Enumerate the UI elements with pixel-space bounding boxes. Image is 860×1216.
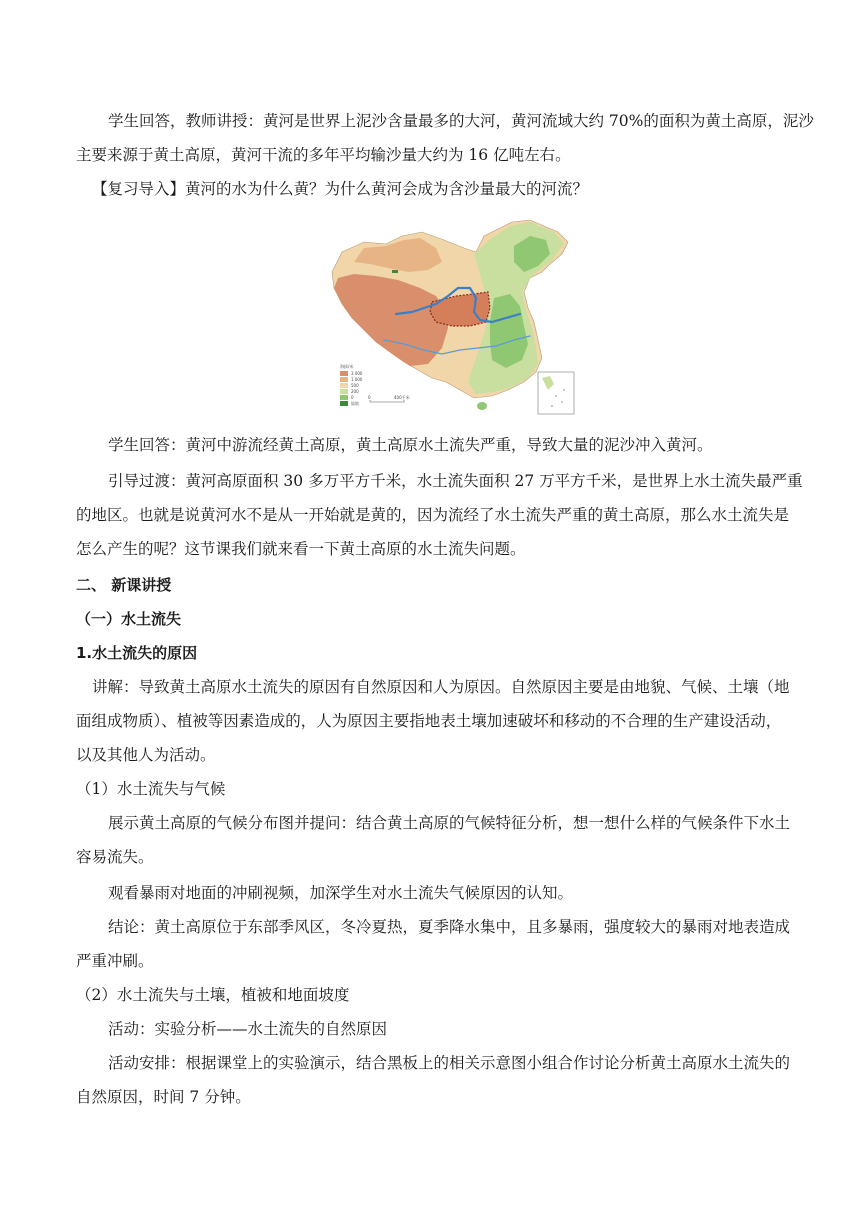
activity-arrangement-line-1: 活动安排：根据课堂上的实验演示，结合黑板上的相关示意图小组合作讨论分析黄土高原水土流失的: [108, 1054, 791, 1072]
explanation-line-3: 以及其他人为活动。: [76, 746, 216, 764]
legend-title: 海拔/米: [340, 364, 354, 369]
climate-question-line-1: 展示黄土高原的气候分布图并提问：结合黄土高原的气候特征分析，想一想什么样的气候条件下水土: [108, 814, 791, 832]
transition-line-1: 引导过渡：黄河高原面积 30 多万平方千米，水土流失面积 27 万平方千米，是世界上水土流失最严重: [108, 472, 803, 490]
conclusion-line-2: 严重冲刷。: [76, 952, 154, 970]
video-line: 观看暴雨对地面的冲刷视频，加深学生对水土流失气候原因的认知。: [108, 884, 574, 902]
review-intro: 【复习导入】黄河的水为什么黄？为什么黄河会成为含沙量最大的河流？: [92, 180, 589, 198]
student-answer: 学生回答：黄河中游流经黄土高原，黄土高原水土流失严重，导致大量的泥沙冲入黄河。: [108, 436, 713, 454]
subsection-heading-causes: 1.水土流失的原因: [76, 644, 198, 662]
legend-item-2: 500: [351, 383, 359, 388]
scale-label: 400千米: [394, 395, 410, 400]
transition-line-2: 的地区。也就是说黄河水不是从一开始就是黄的，因为流经了水土流失严重的黄土高原，那么水土流失是: [76, 506, 790, 524]
item-soil-vegetation-heading: （2）水土流失与土壤，植被和地面坡度: [76, 986, 350, 1004]
activity-arrangement-line-2: 自然原因，时间 7 分钟。: [76, 1088, 251, 1106]
paragraph-1-line-2: 主要来源于黄土高原，黄河干流的多年平均输沙量大约为 16 亿吨左右。: [76, 146, 571, 164]
subsection-heading-soil-erosion: （一）水土流失: [76, 610, 182, 628]
conclusion-line-1: 结论：黄土高原位于东部季风区，冬冷夏热，夏季降水集中，且多暴雨，强度较大的暴雨对地表造成: [108, 918, 791, 936]
lake-marker: [392, 270, 398, 273]
scale-zero: 0: [368, 395, 371, 400]
climate-question-line-2: 容易流失。: [76, 848, 154, 866]
activity-line: 活动：实验分析——水土流失的自然原因: [108, 1020, 388, 1038]
explanation-line-2: 面组成物质）、植被等因素造成的，人为原因主要指地表土壤加速破坏和移动的不合理的生产建设活动，: [76, 712, 782, 730]
item-climate-heading: （1）水土流失与气候: [76, 780, 226, 798]
paragraph-1-line-1: 学生回答，教师讲授：黄河是世界上泥沙含量最多的大河，黄河流域大约 70%的面积为黄土高原，泥沙: [108, 112, 814, 130]
legend-item-0: 3 000: [351, 371, 363, 376]
china-elevation-map: [324, 218, 578, 418]
legend-item-4: 0: [351, 395, 354, 400]
transition-line-3: 怎么产生的呢？这节课我们就来看一下黄土高原的水土流失问题。: [76, 540, 526, 558]
explanation-line-1: 讲解：导致黄土高原水土流失的原因有自然原因和人为原因。自然原因主要是由地貌、气候、土壤（地: [92, 678, 790, 696]
legend-item-5: 陆地: [351, 401, 359, 406]
legend-item-3: 200: [351, 389, 359, 394]
section-heading-new-lesson: 二、 新课讲授: [76, 576, 172, 594]
legend-item-1: 1 000: [351, 377, 363, 382]
hainan-island: [477, 402, 487, 410]
